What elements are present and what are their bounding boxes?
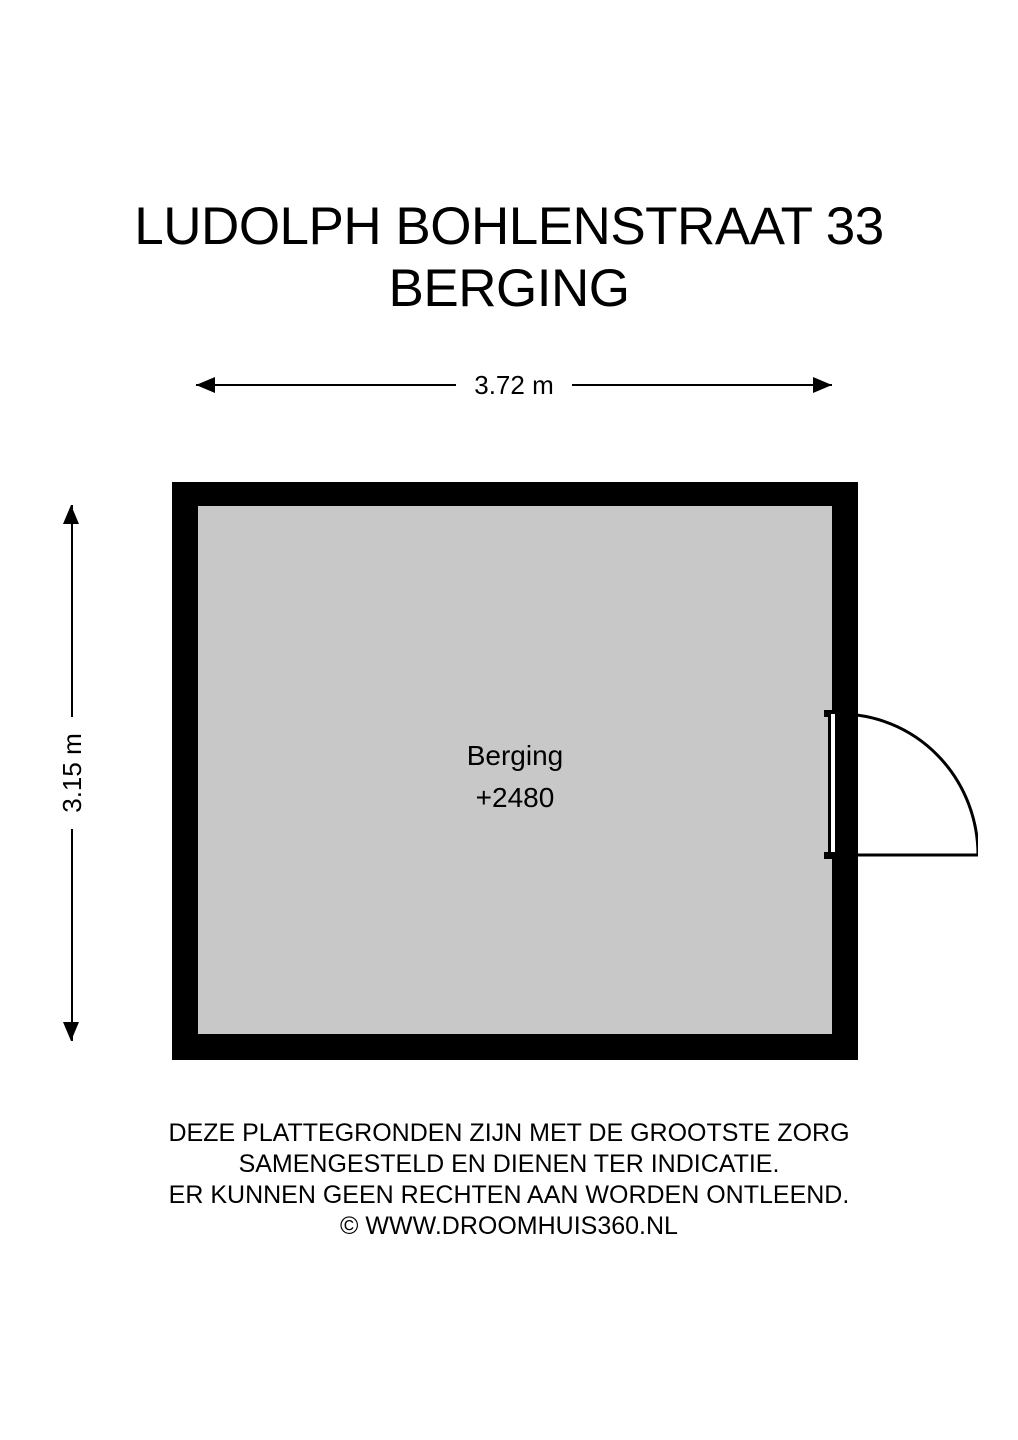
disclaimer-line-2: SAMENGESTELD EN DIENEN TER INDICATIE. xyxy=(238,1150,780,1178)
door-swing-icon xyxy=(838,712,978,857)
disclaimer-line-1: DEZE PLATTEGRONDEN ZIJN MET DE GROOTSTE ZORG xyxy=(168,1119,850,1147)
page-title: LUDOLPH BOHLENSTRAAT 33 xyxy=(134,197,884,256)
arrow-down-icon xyxy=(63,1022,79,1041)
room-name: Berging xyxy=(466,740,564,771)
arrow-up-icon xyxy=(63,505,79,524)
dimension-width xyxy=(196,368,832,402)
room-level: +2480 xyxy=(475,782,555,813)
dimension-height-text: 3.15 m xyxy=(57,717,87,829)
disclaimer-line-3: ER KUNNEN GEEN RECHTEN AAN WORDEN ONTLEEND. xyxy=(168,1181,850,1209)
page-subtitle: BERGING xyxy=(388,259,630,318)
door-leaf xyxy=(828,714,838,857)
disclaimer-copyright: © WWW.DROOMHUIS360.NL xyxy=(340,1212,678,1240)
dimension-height-label xyxy=(55,525,89,1021)
room-label xyxy=(198,735,832,819)
dimension-width-label xyxy=(196,368,832,402)
dimension-height xyxy=(52,505,92,1041)
dimension-width-text: 3.72 m xyxy=(456,370,572,400)
disclaimer xyxy=(0,1118,1018,1242)
